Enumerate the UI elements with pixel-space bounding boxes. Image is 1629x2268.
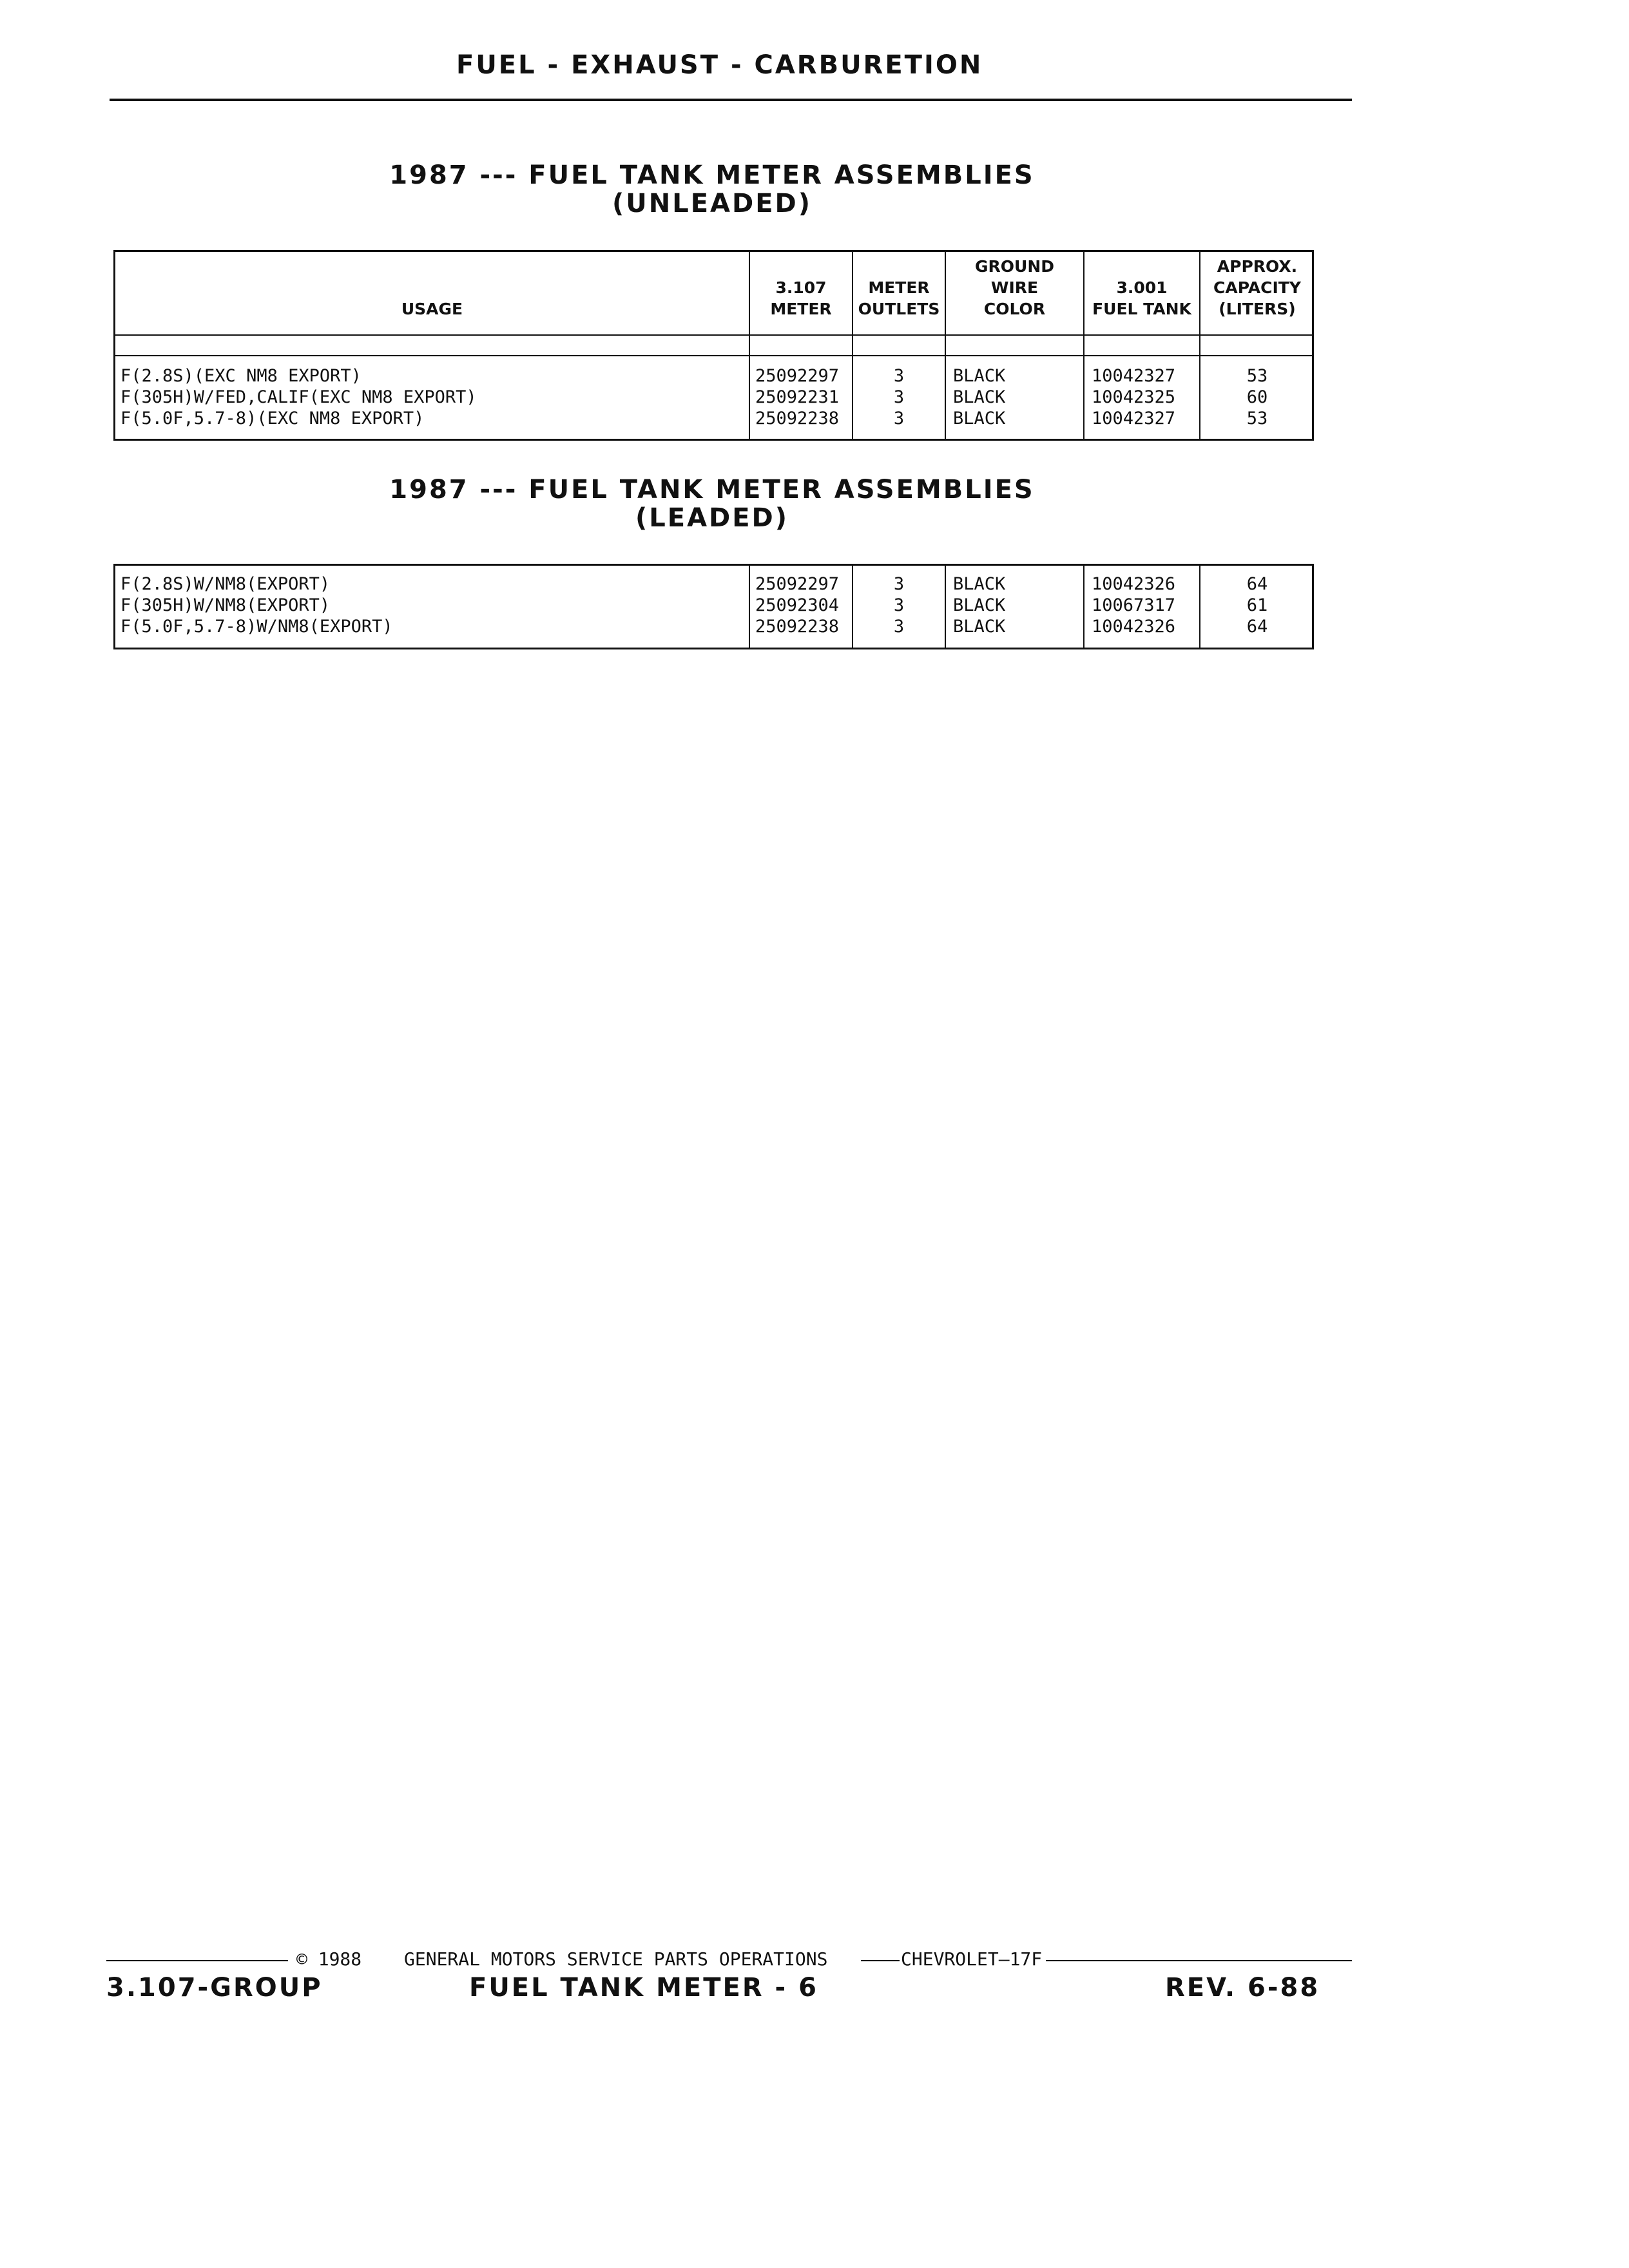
capacity-cell: 53 (1246, 408, 1268, 428)
meter-cell: 25092297 (755, 574, 840, 594)
footer-dash (861, 1960, 900, 1961)
usage-cell: F(5.0F,5.7-8)W/NM8(EXPORT) (120, 617, 393, 637)
outlets-cell: 3 (893, 617, 905, 637)
outlets-cell: 3 (893, 408, 905, 428)
footer-publisher: GENERAL MOTORS SERVICE PARTS OPERATIONS (404, 1948, 828, 1970)
footer-revision: REV. 6-88 (1165, 1973, 1320, 2003)
leaded-title (180, 476, 1244, 532)
column-divider (945, 566, 946, 648)
column-header-outlets: METER OUTLETS (858, 278, 940, 318)
unleaded-table (113, 250, 1314, 441)
column-divider (749, 566, 750, 648)
wire-color-cell: BLACK (953, 366, 1006, 386)
fuel-tank-cell: 10042327 (1092, 366, 1176, 386)
meter-cell: 25092231 (755, 387, 840, 407)
footer-page-title: FUEL TANK METER - 6 (469, 1973, 818, 2003)
header-divider (115, 355, 1312, 356)
footer-copyright: © 1988 (296, 1948, 362, 1970)
wire-color-cell: BLACK (953, 574, 1006, 594)
fuel-tank-cell: 10042327 (1092, 408, 1176, 428)
wire-color-cell: BLACK (953, 595, 1006, 615)
column-divider (1083, 566, 1084, 648)
capacity-cell: 64 (1246, 617, 1268, 637)
meter-cell: 25092297 (755, 366, 840, 386)
usage-cell: F(305H)W/FED,CALIF(EXC NM8 EXPORT) (120, 387, 477, 407)
meter-cell: 25092238 (755, 408, 840, 428)
leaded-title-line1: 1987 --- FUEL TANK METER ASSEMBLIES (389, 475, 1035, 505)
footer-rule-left (106, 1960, 288, 1961)
footer-rule-right (1046, 1960, 1352, 1961)
wire-color-cell: BLACK (953, 387, 1006, 407)
usage-cell: F(2.8S)W/NM8(EXPORT) (120, 574, 331, 594)
header-divider (115, 334, 1312, 336)
header-rule (110, 99, 1352, 101)
footer-brand: CHEVROLET—17F (901, 1948, 1043, 1970)
meter-cell: 25092238 (755, 617, 840, 637)
column-header-meter: 3.107 METER (770, 278, 832, 318)
leaded-table (113, 564, 1314, 649)
unleaded-title-line2: (UNLEADED) (612, 189, 813, 218)
fuel-tank-cell: 10042326 (1092, 617, 1176, 637)
capacity-cell: 64 (1246, 574, 1268, 594)
column-header-capacity: APPROX. CAPACITY (LITERS) (1213, 257, 1301, 318)
unleaded-title-line1: 1987 --- FUEL TANK METER ASSEMBLIES (389, 160, 1035, 190)
outlets-cell: 3 (893, 387, 905, 407)
wire-color-cell: BLACK (953, 408, 1006, 428)
usage-cell: F(2.8S)(EXC NM8 EXPORT) (120, 366, 361, 386)
footer-group: 3.107-GROUP (106, 1973, 323, 2003)
fuel-tank-cell: 10042325 (1092, 387, 1176, 407)
meter-cell: 25092304 (755, 595, 840, 615)
column-header-wire-color: GROUND WIRE COLOR (975, 257, 1054, 318)
fuel-tank-cell: 10067317 (1092, 595, 1176, 615)
capacity-cell: 61 (1246, 595, 1268, 615)
usage-cell: F(305H)W/NM8(EXPORT) (120, 595, 331, 615)
outlets-cell: 3 (893, 574, 905, 594)
outlets-cell: 3 (893, 366, 905, 386)
usage-cell: F(5.0F,5.7-8)(EXC NM8 EXPORT) (120, 408, 425, 428)
column-header-usage: USAGE (401, 300, 463, 318)
outlets-cell: 3 (893, 595, 905, 615)
capacity-cell: 60 (1246, 387, 1268, 407)
wire-color-cell: BLACK (953, 617, 1006, 637)
fuel-tank-cell: 10042326 (1092, 574, 1176, 594)
unleaded-title (180, 161, 1244, 218)
capacity-cell: 53 (1246, 366, 1268, 386)
leaded-title-line2: (LEADED) (635, 503, 789, 533)
column-header-fuel-tank: 3.001 FUEL TANK (1092, 278, 1191, 318)
page-header: FUEL - EXHAUST - CARBURETION (456, 50, 983, 80)
